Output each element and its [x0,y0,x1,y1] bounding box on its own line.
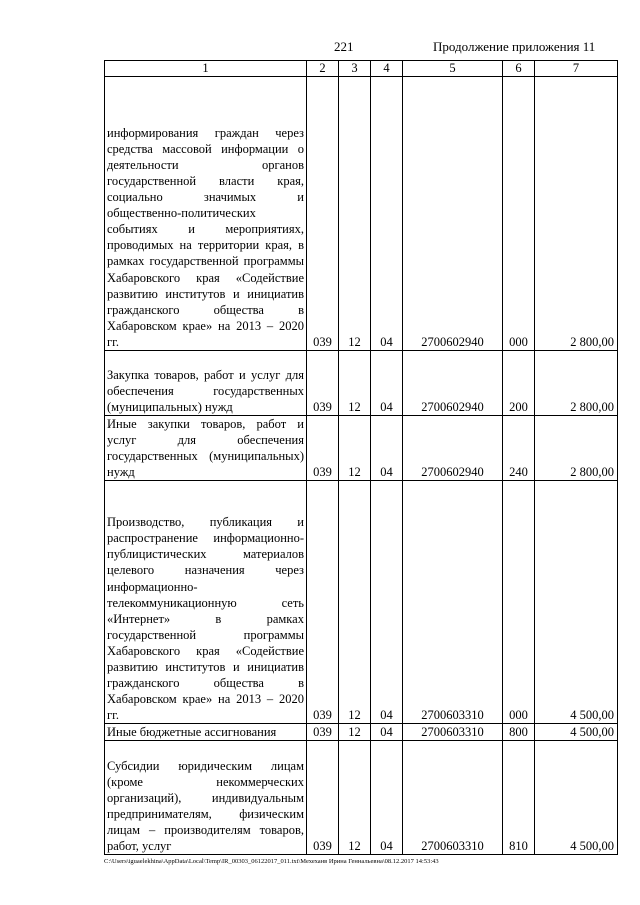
column-header: 4 [371,61,403,77]
column-header: 7 [535,61,618,77]
row-name: информирования граждан через средства массовой информации о деятельности органов государственной власти края, социально значимых и общественно-политических событиях и мероприятиях, проводимых на территории края, в рамках государственной программы Хабаровского края «Содействие развитию институтов и инициатив гражданского общества в Хабаровском крае» на 2013 – 2020 гг. [105,77,307,351]
target-article: 2700602940 [403,351,503,416]
ministry-code: 039 [307,77,339,351]
ministry-code: 039 [307,481,339,724]
target-article: 2700603310 [403,724,503,741]
section-code: 12 [339,741,371,855]
subsection-code: 04 [371,724,403,741]
expense-type: 240 [503,416,535,481]
section-code: 12 [339,77,371,351]
row-name: Иные бюджетные ассигнования [105,724,307,741]
ministry-code: 039 [307,351,339,416]
amount: 2 800,00 [535,351,618,416]
subsection-code: 04 [371,481,403,724]
expense-type: 000 [503,77,535,351]
amount: 2 800,00 [535,77,618,351]
target-article: 2700602940 [403,77,503,351]
section-code: 12 [339,481,371,724]
amount: 4 500,00 [535,724,618,741]
row-name: Закупка товаров, работ и услуг для обеспечения государственных (муниципальных) нужд [105,351,307,416]
target-article: 2700603310 [403,741,503,855]
ministry-code: 039 [307,741,339,855]
row-name: Субсидии юридическим лицам (кроме некоммерческих организаций), индивидуальным предпринимателям, физическим лицам – производителям товаров, работ, услуг [105,741,307,855]
subsection-code: 04 [371,416,403,481]
amount: 4 500,00 [535,741,618,855]
table-row [105,481,618,724]
budget-table [104,60,618,855]
subsection-code: 04 [371,351,403,416]
ministry-code: 039 [307,416,339,481]
ministry-code: 039 [307,724,339,741]
table-row [105,741,618,855]
section-code: 12 [339,416,371,481]
expense-type: 000 [503,481,535,724]
subsection-code: 04 [371,77,403,351]
column-header: 3 [339,61,371,77]
section-code: 12 [339,724,371,741]
column-number-row [105,61,618,77]
amount: 4 500,00 [535,481,618,724]
page-number: 221 [334,39,354,54]
section-code: 12 [339,351,371,416]
target-article: 2700603310 [403,481,503,724]
row-name: Производство, публикация и распространение информационно-публицистических материалов целевого назначения через информационно-телекоммуникационную сеть «Интернет» в рамках государственной программы Хабаровского края «Содействие развитию институтов и инициатив гражданского общества в Хабаровском крае» на 2013 – 2020 гг. [105,481,307,724]
column-header: 2 [307,61,339,77]
expense-type: 200 [503,351,535,416]
expense-type: 800 [503,724,535,741]
appendix-continuation-label: Продолжение приложения 11 [433,39,596,54]
column-header: 6 [503,61,535,77]
table-row [105,724,618,741]
target-article: 2700602940 [403,416,503,481]
table-row [105,77,618,351]
column-header: 1 [105,61,307,77]
subsection-code: 04 [371,741,403,855]
table-row [105,416,618,481]
amount: 2 800,00 [535,416,618,481]
column-header: 5 [403,61,503,77]
table-row [105,351,618,416]
expense-type: 810 [503,741,535,855]
row-name: Иные закупки товаров, работ и услуг для обеспечения государственных (муниципальных) нужд [105,416,307,481]
footer-file-path: C:\Users\iguaelekhina\AppData\Local\Temp\IR_00303_06122017_011.txt\Мехеханв Ирина Геннальевна\08.12.2017 14:53:43 [104,858,439,865]
